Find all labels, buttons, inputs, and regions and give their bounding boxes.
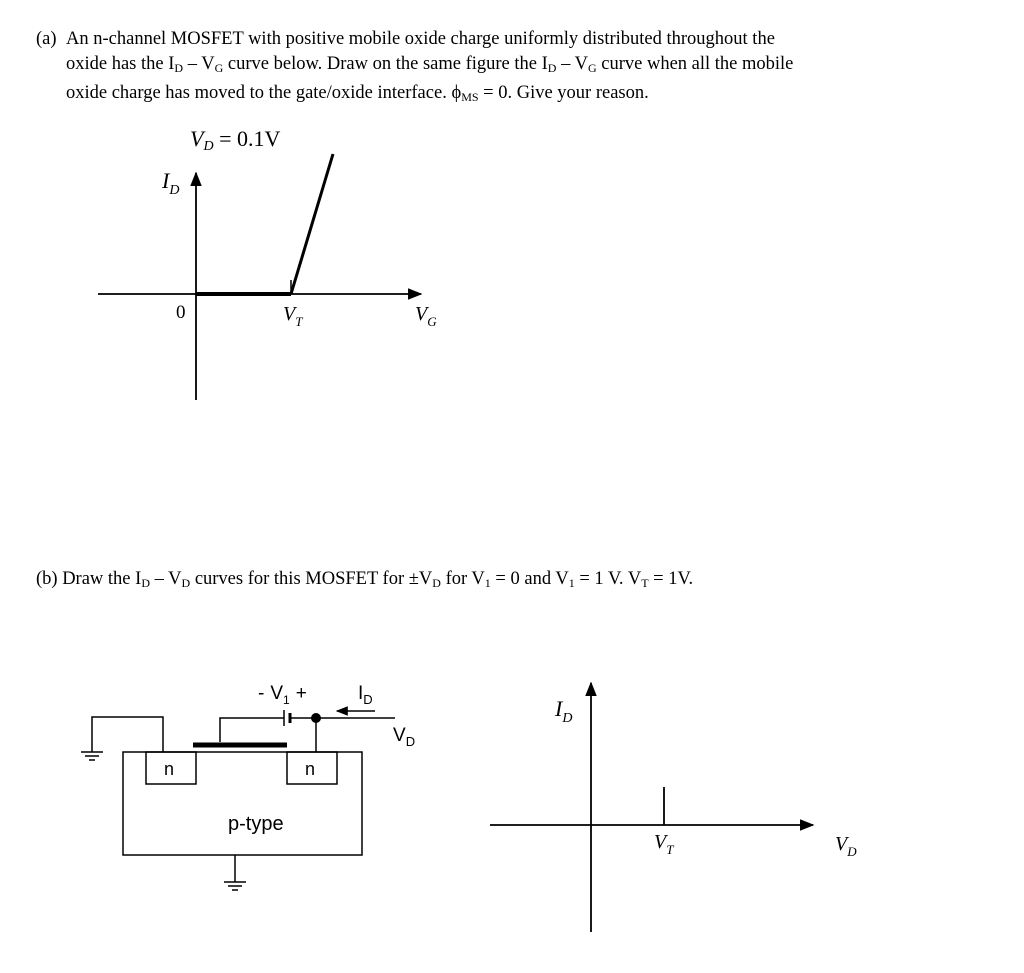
graph-a-vt-label: $V_T$ — [283, 303, 303, 329]
current-label: $I_D$ — [358, 683, 373, 707]
substrate-label: p-type — [228, 813, 284, 835]
substrate-body — [123, 752, 362, 855]
battery-label: - $V_1$ + — [258, 683, 307, 707]
graph-a-x-label: $V_G$ — [415, 303, 437, 329]
gate-wire — [220, 718, 284, 742]
source-wire — [92, 717, 163, 752]
drain-label: n — [305, 759, 316, 779]
question-a-line3: oxide charge has moved to the gate/oxide interface. $\phi_{MS} = 0$. Give your reason. — [66, 83, 649, 104]
question-a-line1: (a) An n-channel MOSFET with positive mobile oxide charge uniformly distributed throughout the — [36, 27, 936, 52]
graph-a-condition: VD = 0.1V — [190, 126, 281, 154]
graph-b — [490, 683, 857, 932]
graph-a-origin: 0 — [176, 302, 186, 323]
drain-voltage-label: $V_D$ — [393, 725, 416, 749]
graph-a-on-segment — [291, 154, 333, 294]
mosfet-circuit — [81, 710, 395, 890]
question-a-line2: oxide has the $I_D - V_G$ curve below. Draw on the same figure the $I_D - V_G$ curve when all the mobile — [66, 54, 794, 75]
source-label: n — [164, 759, 175, 779]
question-a-label: (a) — [36, 29, 57, 49]
mosfet-circuit-labels — [164, 683, 415, 835]
graph-a-y-label: $I_D$ — [162, 168, 180, 198]
graph-b-y-label: $I_D$ — [555, 696, 573, 726]
graph-b-x-label: $V_D$ — [835, 833, 857, 859]
graph-b-vt-label: $V_T$ — [654, 831, 674, 857]
graph-a — [98, 126, 437, 400]
question-b: (b) Draw the $I_D - V_D$ curves for this MOSFET for $\pm V_D$ for $V_1 = 0$ and $V_1 = 1$ V. $V_T = 1V$. — [36, 569, 694, 590]
